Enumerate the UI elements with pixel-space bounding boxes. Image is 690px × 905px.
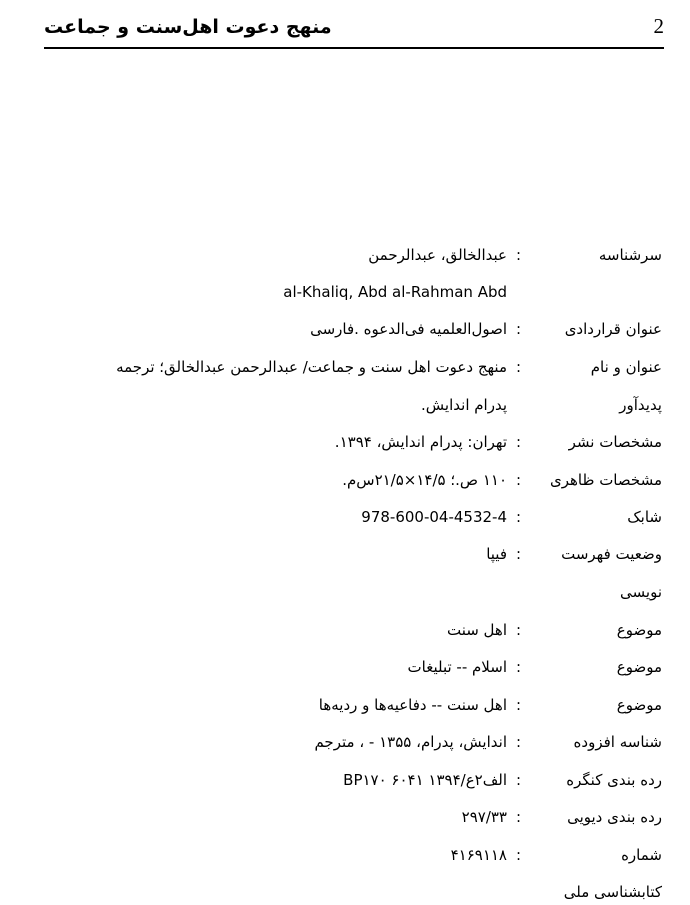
field-label: مشخصات نشر (568, 433, 662, 451)
catalog-row (0, 467, 690, 493)
field-label: رده بندی کنگره (566, 771, 662, 789)
field-label: شناسه افزوده (573, 733, 662, 751)
field-value: فیپا (486, 545, 507, 563)
header-rule (44, 47, 664, 49)
field-label: کتابشناسی ملی (563, 883, 662, 901)
running-title: منهج دعوت اهل‌سنت و جماعت (44, 16, 332, 38)
catalog-row (0, 617, 690, 643)
catalog-row (0, 804, 690, 830)
field-value: پدرام اندایش. (421, 396, 507, 414)
catalog-row (0, 354, 690, 380)
catalog-row (0, 541, 690, 567)
field-label: موضوع (616, 696, 662, 714)
field-value: 978-600-04-4532-4 (361, 508, 507, 526)
catalog-row (0, 316, 690, 342)
field-colon: : (516, 846, 522, 864)
catalog-row (0, 504, 690, 530)
catalog-row (0, 692, 690, 718)
catalog-row (0, 879, 690, 905)
catalog-row (0, 429, 690, 455)
field-label: پدیدآور (619, 396, 662, 414)
field-colon: : (516, 658, 522, 676)
field-value: al-Khaliq, Abd al-Rahman Abd (283, 283, 507, 301)
field-label: عنوان قراردادی (564, 320, 662, 338)
field-value: اندایش، پدرام، ۱۳۵۵ - ، مترجم (314, 733, 507, 751)
field-value: منهج دعوت اهل سنت و جماعت/ عبدالرحمن عبدالخالق؛ ترجمه (116, 358, 507, 376)
field-colon: : (516, 771, 522, 789)
catalog-row (0, 279, 690, 305)
catalog-row (0, 767, 690, 793)
field-label: نویسی (620, 583, 662, 601)
field-colon: : (516, 246, 522, 264)
field-value: ۲۹۷/۳۳ (461, 808, 507, 826)
field-colon: : (516, 808, 522, 826)
catalog-row (0, 729, 690, 755)
field-label: موضوع (616, 621, 662, 639)
field-colon: : (516, 508, 522, 526)
catalog-row (0, 654, 690, 680)
field-value: تهران: پدرام اندایش، ۱۳۹۴. (334, 433, 507, 451)
field-colon: : (516, 358, 522, 376)
field-value: عبدالخالق، عبدالرحمن (368, 246, 507, 264)
field-colon: : (516, 433, 522, 451)
field-value: ۴۱۶۹۱۱۸ (450, 846, 507, 864)
field-colon: : (516, 320, 522, 338)
catalog-row (0, 842, 690, 868)
field-value: اهل سنت -- دفاعیه‌ها و ردیه‌ها (318, 696, 507, 714)
page-header (44, 8, 664, 46)
field-value: اسلام -- تبلیغات (407, 658, 507, 676)
page-number: 2 (653, 14, 664, 38)
field-label: رده بندی دیویی (567, 808, 662, 826)
field-label: عنوان و نام (590, 358, 662, 376)
field-colon: : (516, 696, 522, 714)
field-value: اهل سنت (446, 621, 507, 639)
field-colon: : (516, 733, 522, 751)
field-value: ۱۱۰ ص.؛ ۱۴/۵×۲۱/۵س‌م. (342, 471, 507, 489)
catalog-row (0, 242, 690, 268)
field-colon: : (516, 621, 522, 639)
catalog-row (0, 579, 690, 605)
field-value: اصول‌العلمیه فی‌الدعوه .فارسی (310, 320, 507, 338)
field-label: شماره (621, 846, 662, 864)
catalog-row (0, 392, 690, 418)
field-label: موضوع (616, 658, 662, 676)
field-label: مشخصات ظاهری (549, 471, 662, 489)
field-value: الف۲ع/BP۱۷۰ ۶۰۴۱ ۱۳۹۴ (343, 771, 507, 789)
field-label: شابک (627, 508, 662, 526)
field-label: سرشناسه (598, 246, 662, 264)
field-colon: : (516, 471, 522, 489)
field-label: وضعیت فهرست (561, 545, 662, 563)
field-colon: : (516, 545, 522, 563)
